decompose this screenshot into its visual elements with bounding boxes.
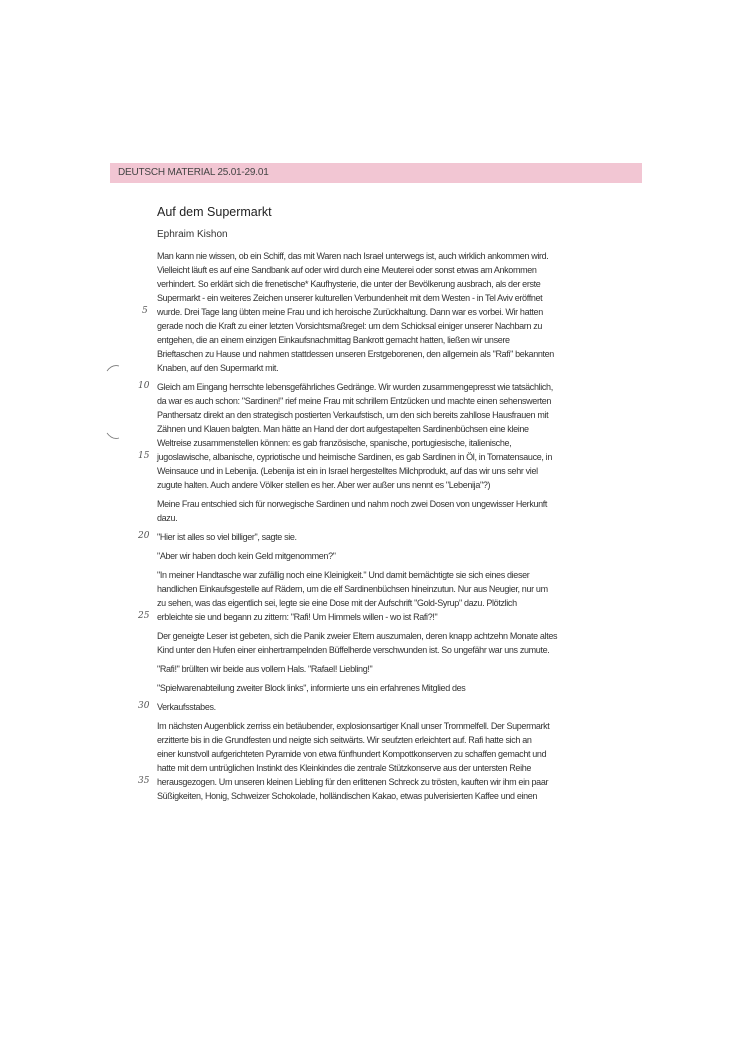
text-line: entgehen, die an einem einzigen Einkaufsnachmittag Bankrott gemacht hatten, ließen wir unsere	[157, 335, 510, 345]
line-number: 20	[138, 531, 150, 541]
bracket-mark-icon	[106, 432, 120, 440]
text-line: Brieftaschen zu Hause und nahmen stattdessen unseren Erstgeborenen, den allgemein als "Rafi" bekannten	[157, 349, 554, 359]
header-band	[110, 163, 642, 183]
text-line: erbleichte sie und begann zu zittern: "Rafi! Um Himmels willen - wo ist Rafi?!"	[157, 612, 438, 622]
text-line: Kind unter den Hufen einer einhertrampelnden Büffelherde verschwunden ist. So ungefähr war uns zumute.	[157, 645, 550, 655]
text-line: Der geneigte Leser ist gebeten, sich die Panik zweier Eltern auszumalen, deren knapp achtzehn Monate altes	[157, 631, 558, 641]
text-line: "In meiner Handtasche war zufällig noch eine Kleinigkeit." Und damit bemächtigte sie sich eines dieser	[157, 570, 530, 580]
document-title: Auf dem Supermarkt	[157, 205, 272, 219]
text-line: jugoslawische, albanische, cypriotische und heimische Sardinen, es gab Sardinen in Öl, in Tomatensauce, in	[157, 452, 552, 462]
text-line: da war es auch schon: "Sardinen!" rief meine Frau mit schrillem Entzücken und machte einen sehenswerten	[157, 396, 552, 406]
text-line: wurde. Drei Tage lang übten meine Frau und ich heroische Zurückhaltung. Dann war es vorbei. Wir hatten	[157, 307, 543, 317]
line-number: 10	[138, 381, 150, 391]
text-line: Verkaufsstabes.	[157, 702, 216, 712]
line-number: 5	[142, 306, 148, 316]
text-line: "Hier ist alles so viel billiger", sagte sie.	[157, 532, 297, 542]
text-line: Knaben, auf den Supermarkt mit.	[157, 363, 279, 373]
line-number: 15	[138, 451, 150, 461]
text-line: Panthersatz direkt an den strategisch postierten Verkaufstisch, um den sich bereits zahllose Hausfrauen mit	[157, 410, 549, 420]
text-line: Gleich am Eingang herrschte lebensgefährliches Gedränge. Wir wurden zusammengepresst wie tatsächlich,	[157, 382, 553, 392]
text-line: Vielleicht läuft es auf eine Sandbank auf oder wird durch eine Meuterei oder sonst etwas am Ankommen	[157, 265, 537, 275]
bracket-mark-icon	[106, 364, 120, 372]
text-line: Süßigkeiten, Honig, Schweizer Schokolade, holländischen Kakao, etwas pulverisierten Kaffee und einen	[157, 791, 538, 801]
text-line: zu sehen, was das eigentlich sei, legte sie eine Dose mit der Aufschrift "Gold-Syrup" dazu. Plötzlich	[157, 598, 517, 608]
text-line: gerade noch die Kraft zu einer letzten Vorsichtsmaßregel: um dem Schicksal einiger unserer Nachbarn zu	[157, 321, 543, 331]
text-line: herausgezogen. Um unseren kleinen Liebling für den erlittenen Schreck zu trösten, kauften wir ihm ein paar	[157, 777, 549, 787]
text-line: zugute halten. Auch andere Völker stellen es her. Aber wer außer uns nennt es "Lebenija"?)	[157, 480, 491, 490]
text-line: hatte mit dem untrüglichen Instinkt des Kleinkindes die zentrale Stützkonserve aus der untersten Reihe	[157, 763, 532, 773]
text-line: verhindert. So erklärt sich die frenetische* Kaufhysterie, die unter der Bevölkerung ausbrach, als der erste	[157, 279, 541, 289]
text-line: einer kunstvoll aufgerichteten Pyramide von etwa fünfhundert Kompottkonserven zu schaffen gemacht und	[157, 749, 547, 759]
line-number: 25	[138, 611, 150, 621]
text-line: "Aber wir haben doch kein Geld mitgenommen?"	[157, 551, 336, 561]
text-line: Im nächsten Augenblick zerriss ein betäubender, explosionsartiger Knall unser Trommelfell. Der Supermarkt	[157, 721, 550, 731]
text-line: Weltreise zusammenstellen können: es gab französische, spanische, portugiesische, italienische,	[157, 438, 512, 448]
line-number: 35	[138, 776, 150, 786]
text-line: Supermarkt - ein weiteres Zeichen unserer kulturellen Verbundenheit mit dem Westen - in Tel Aviv eröffnet	[157, 293, 543, 303]
text-line: dazu.	[157, 513, 178, 523]
text-line: handlichen Einkaufsgestelle auf Rädern, um die elf Sardinenbüchsen hineinzutun. Nur aus Neugier, nur um	[157, 584, 548, 594]
line-number: 30	[138, 701, 150, 711]
text-line: Man kann nie wissen, ob ein Schiff, das mit Waren nach Israel unterwegs ist, auch wirklich ankommen wird.	[157, 251, 549, 261]
document-author: Ephraim Kishon	[157, 229, 228, 240]
text-line: Weinsauce und in Lebenija. (Lebenija ist ein in Israel hergestelltes Milchprodukt, auf das wir uns sehr viel	[157, 466, 538, 476]
text-line: erzitterte bis in die Grundfesten und neigte sich seitwärts. Wir seufzten erleichtert auf. Rafi hatte sich an	[157, 735, 532, 745]
text-line: Zähnen und Klauen balgten. Man hätte an Hand der dort aufgestapelten Sardinenbüchsen eine kleine	[157, 424, 529, 434]
text-line: Meine Frau entschied sich für norwegische Sardinen und nahm noch zwei Dosen von ungewisser Herkunft	[157, 499, 548, 509]
header-label: DEUTSCH MATERIAL 25.01-29.01	[118, 167, 269, 178]
text-line: "Rafi!" brüllten wir beide aus vollem Hals. "Rafael! Liebling!"	[157, 664, 373, 674]
text-line: "Spielwarenabteilung zweiter Block links", informierte uns ein erfahrenes Mitglied des	[157, 683, 466, 693]
